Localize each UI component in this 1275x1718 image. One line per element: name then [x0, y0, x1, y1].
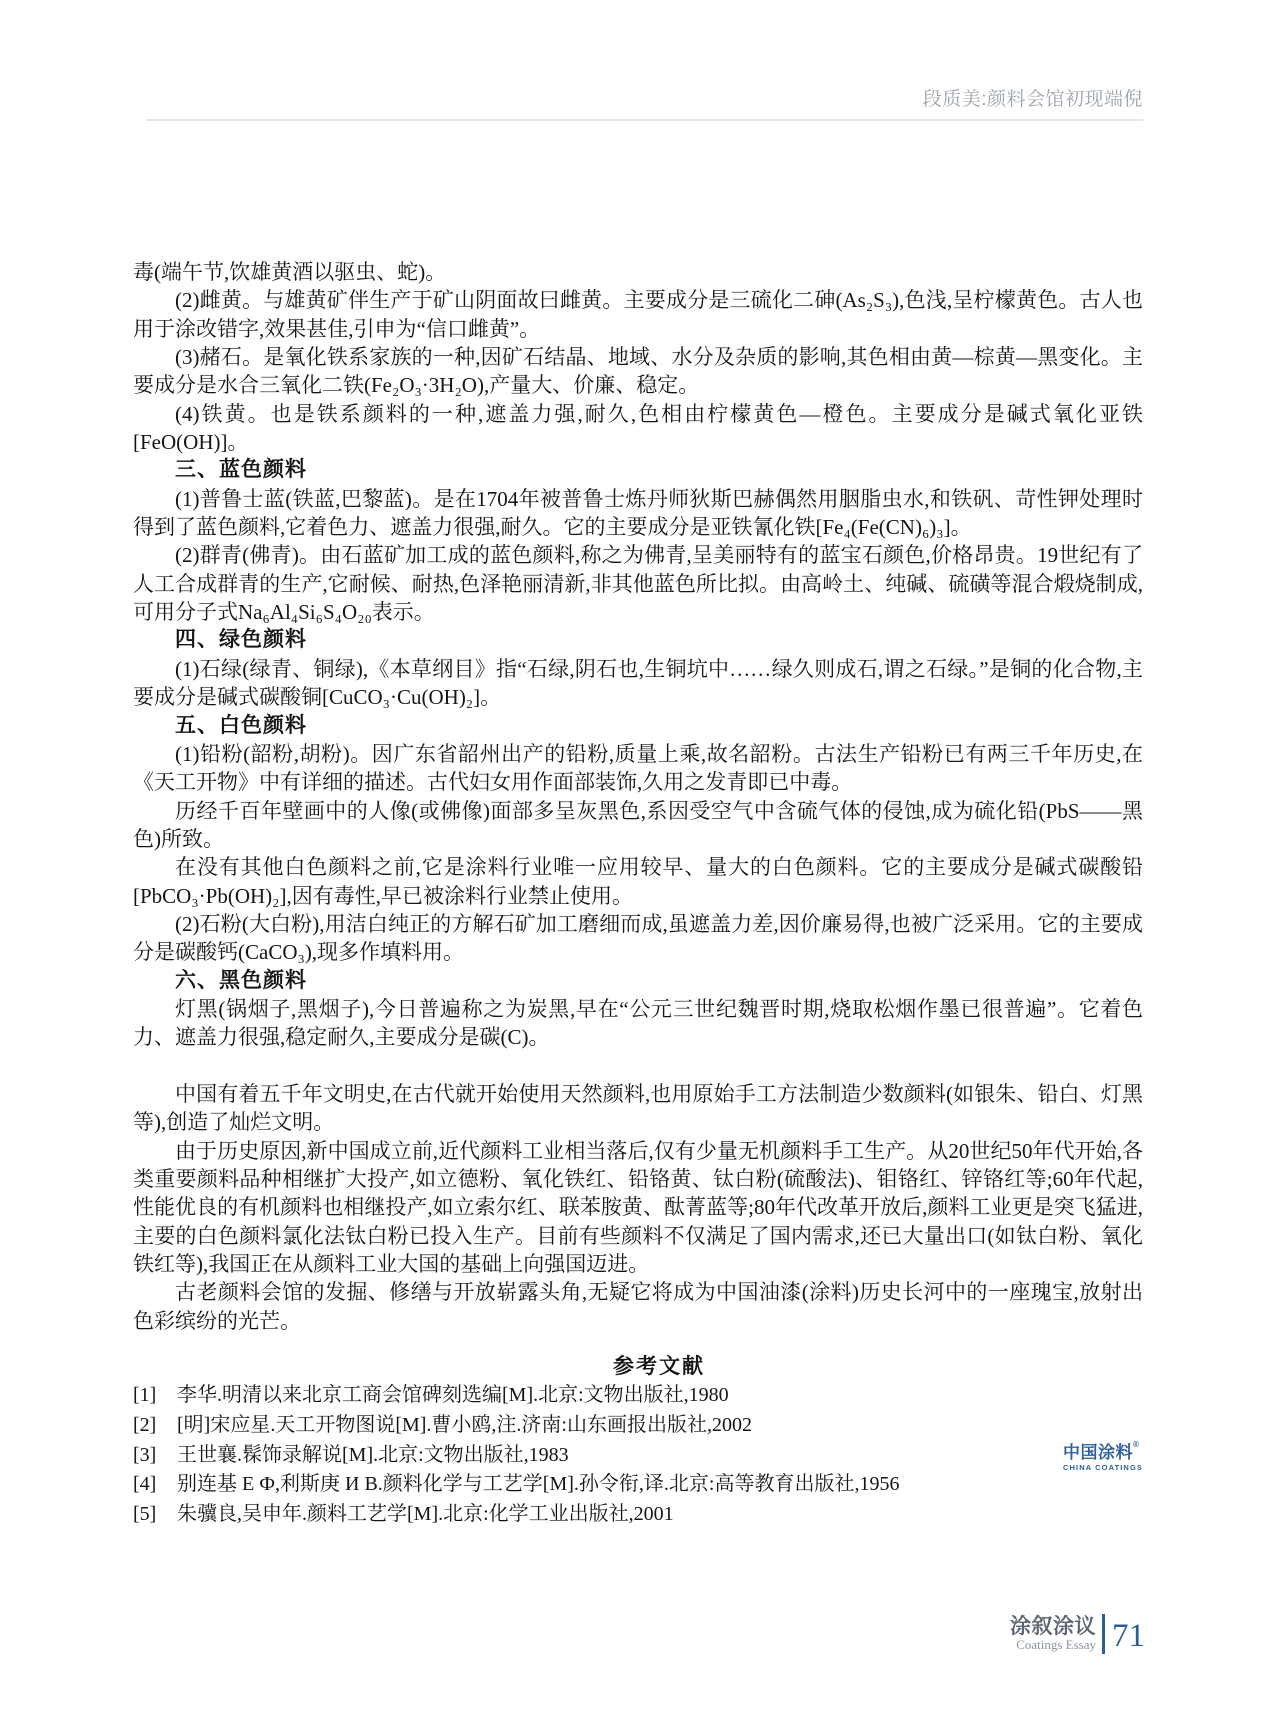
paragraph: (2)石粉(大白粉),用洁白纯正的方解石矿加工磨细而成,虽遮盖力差,因价廉易得,也被广泛采用。它的主要成分是碳酸钙(CaCO₃),现多作填料用。 — [133, 911, 1143, 965]
reference-text: 朱骥良,吴申年.颜料工艺学[M].北京:化学工业出版社,2001 — [177, 1502, 674, 1525]
paragraph: (2)群青(佛青)。由石蓝矿加工成的蓝色颜料,称之为佛青,呈美丽特有的蓝宝石颜色,价格昂贵。19世纪有了人工合成群青的生产,它耐候、耐热,色泽艳丽清新,非其他蓝色所比拟。由高岭土、纯碱、硫磺等混合煅烧制成,可用分子式Na₆Al₄Si₆S₄O₂₀表示。 — [133, 543, 1143, 625]
reference-text: [明]宋应星.天工开物图说[M].曹小鸥,注.济南:山东画报出版社,2002 — [177, 1414, 752, 1436]
paragraph: (1)铅粉(韶粉,胡粉)。因广东省韶州出产的铅粉,质量上乘,故名韶粉。古法生产铅粉已有两三千年历史,在《天工开物》中有详细的描述。古代妇女用作面部装饰,久用之发青即已中毒。 — [133, 741, 1143, 795]
footer-section-en: Coatings Essay — [1016, 1637, 1096, 1653]
reference-text: 王世襄.髹饰录解说[M].北京:文物出版社,1983 — [177, 1443, 569, 1466]
reference-number: [3] — [133, 1443, 157, 1466]
paragraph: 中国有着五千年文明史,在古代就开始使用天然颜料,也用原始手工方法制造少数颜料(如银朱、铅白、灯黑等),创造了灿烂文明。 — [133, 1081, 1143, 1135]
china-coatings-logo — [1063, 1440, 1143, 1472]
section-heading-green-pigments: 四、绿色颜料 — [175, 628, 307, 652]
reference-item — [133, 1470, 1143, 1500]
reference-number: [1] — [133, 1384, 157, 1407]
references-section — [133, 1353, 1143, 1529]
reference-number: [5] — [133, 1502, 157, 1525]
page-number: 71 — [1112, 1617, 1145, 1654]
paragraph: (2)雌黄。与雄黄矿伴生产于矿山阴面故曰雌黄。主要成分是三硫化二砷(As₂S₃),色浅,呈柠檬黄色。古人也用于涂改错字,效果甚佳,引申为“信口雌黄”。 — [133, 288, 1143, 341]
paragraph: 古老颜料会馆的发掘、修缮与开放崭露头角,无疑它将成为中国油漆(涂料)历史长河中的一座瑰宝,放射出色彩缤纷的光芒。 — [133, 1280, 1143, 1333]
running-head: 段质美:颜料会馆初现端倪 — [146, 84, 1143, 121]
paragraph: (3)赭石。是氧化铁系家族的一种,因矿石结晶、地域、水分及杂质的影响,其色相由黄—棕黄—黑变化。主要成分是水合三氧化二铁(Fe₂O₃·3H₂O),产量大、价廉、稳定。 — [133, 345, 1143, 398]
references-title: 参考文献 — [613, 1355, 705, 1379]
reference-item — [133, 1500, 1143, 1530]
paragraph: 灯黑(锅烟子,黑烟子),今日普遍称之为炭黑,早在“公元三世纪魏晋时期,烧取松烟作墨已很普遍”。它着色力、遮盖力很强,稳定耐久,主要成分是碳(C)。 — [133, 996, 1143, 1050]
section-heading-blue-pigments: 三、蓝色颜料 — [175, 458, 307, 482]
reference-number: [2] — [133, 1414, 157, 1436]
paragraph: (1)普鲁士蓝(铁蓝,巴黎蓝)。是在1704年被普鲁士炼丹师狄斯巴赫偶然用胭脂虫水,和铁矾、苛性钾处理时得到了蓝色颜料,它着色力、遮盖力很强,耐久。它的主要成分是亚铁氰化铁[Fe₄(Fe(CN)₆)₃]。 — [133, 486, 1143, 540]
footer-section-label — [1010, 1615, 1096, 1653]
paragraph: 历经千百年壁画中的人像(或佛像)面部多呈灰黑色,系因受空气中含硫气体的侵蚀,成为硫化铅(PbS——黑色)所致。 — [133, 798, 1143, 851]
logo-cn-text: 中国涂料® — [1063, 1440, 1140, 1462]
section-heading-white-pigments: 五、白色颜料 — [175, 713, 307, 737]
reference-item — [133, 1441, 1143, 1471]
reference-number: [4] — [133, 1473, 157, 1496]
paragraph: (4)铁黄。也是铁系颜料的一种,遮盖力强,耐久,色相由柠檬黄色—橙色。主要成分是碱式氧化亚铁[FeO(OH)]。 — [133, 401, 1143, 455]
paragraph: 在没有其他白色颜料之前,它是涂料行业唯一应用较早、量大的白色颜料。它的主要成分是碱式碳酸铅[PbCO₃·Pb(OH)₂],因有毒性,早已被涂料行业禁止使用。 — [133, 855, 1143, 908]
reference-text: 李华.明清以来北京工商会馆碑刻选编[M].北京:文物出版社,1980 — [177, 1384, 729, 1407]
reference-item — [133, 1381, 1143, 1411]
paragraph: 毒(端午节,饮雄黄酒以驱虫、蛇)。 — [133, 260, 447, 284]
reference-item — [133, 1411, 1143, 1441]
footer-divider-bar — [1102, 1614, 1105, 1654]
footer-section-cn: 涂叙涂议 — [1010, 1614, 1096, 1638]
reference-text: 别连基 Е Ф,利斯庚 И В.颜料化学与工艺学[M].孙令衔,译.北京:高等教育出版社,1956 — [177, 1473, 900, 1496]
paragraph: 由于历史原因,新中国成立前,近代颜料工业相当落后,仅有少量无机颜料手工生产。从20世纪50年代开始,各类重要颜料品种相继扩大投产,如立德粉、氧化铁红、铅铬黄、钛白粉(硫酸法)、钼铬红、锌铬红等;60年代起,性能优良的有机颜料也相继投产,如立索尔红、联苯胺黄、酞菁蓝等;80年代改革开放后,颜料工业更是突飞猛进,主要的白色颜料氯化法钛白粉已投入生产。目前有些颜料不仅满足了国内需求,还已大量出口(如钛白粉、氧化铁红等),我国正在从颜料工业大国的基础上向强国迈进。 — [133, 1138, 1143, 1277]
paragraph: (1)石绿(绿青、铜绿),《本草纲目》指“石绿,阴石也,生铜坑中……绿久则成石,谓之石绿。”是铜的化合物,主要成分是碱式碳酸铜[CuCO₃·Cu(OH)₂]。 — [133, 656, 1143, 710]
registered-trademark-icon: ® — [1133, 1440, 1140, 1449]
article-body — [133, 258, 1143, 1529]
section-heading-black-pigments: 六、黑色颜料 — [175, 968, 307, 992]
page-footer — [1010, 1614, 1145, 1654]
logo-en-text: CHINA COATINGS — [1063, 1463, 1143, 1472]
